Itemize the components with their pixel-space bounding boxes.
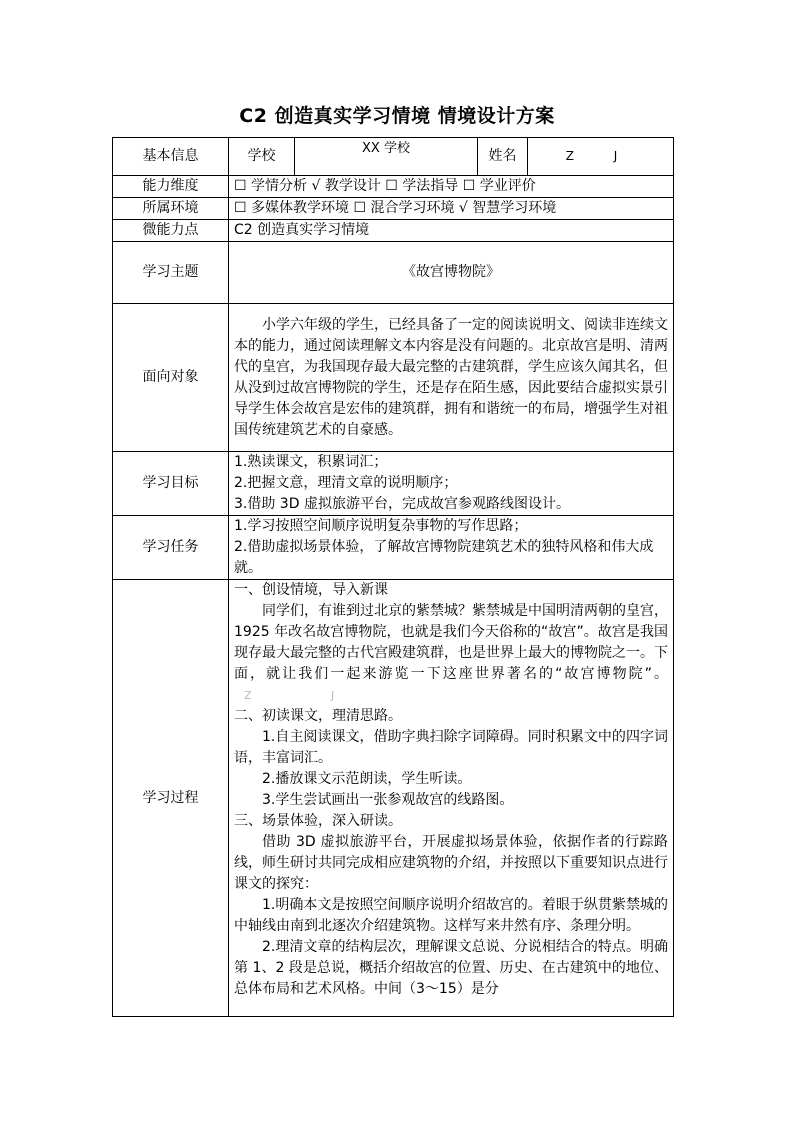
name-label: 姓名 <box>478 138 528 176</box>
theme-row <box>113 242 674 304</box>
process-intro-text: 同学们，有谁到过北京的紫禁城？紫禁城是中国明清两朝的皇宫，1925 年改名故宫博物院，也就是我们今天俗称的“故宫”。故宫是我国现存最大最完整的古代宫殿建筑群，也是世界上最大的博物院之一。下面，就让我们一起来游览一下这座世界著名的“故宫博物院”。 <box>234 603 668 682</box>
audience-text: 小学六年级的学生，已经具备了一定的阅读说明文、阅读非连续文本的能力，通过阅读理解文本内容是没有问题的。北京故宫是明、清两代的皇宫，为我国现存最大最完整的古建筑群，学生应该久闻其名，但从没到过故宫博物院的学生，还是存在陌生感，因此要结合虚拟实景引导学生体会故宫是宏伟的建筑群，拥有和谐统一的布局，增强学生对祖国传统建筑艺术的自豪感。 <box>234 316 668 438</box>
goals-row <box>113 452 674 516</box>
process-cell <box>229 580 674 1017</box>
design-form-table <box>112 137 674 1017</box>
process-step: 2.理清文章的结构层次，理解课文总说、分说相结合的特点。明确第 1、2 段是总说，概括介绍故宫的位置、历史、在古建筑中的地位、总体布局和艺术风格。中间（3～15）是分 <box>234 939 668 997</box>
ability-row <box>113 176 674 198</box>
school-label: 学校 <box>229 138 295 176</box>
name-value: Z J <box>565 149 636 163</box>
theme-label: 学习主题 <box>113 242 229 304</box>
watermark-text: Z J <box>244 689 373 702</box>
basic-info-row <box>113 138 674 176</box>
audience-label: 面向对象 <box>113 304 229 452</box>
name-value-cell <box>528 138 674 176</box>
environment-options: ☐ 多媒体教学环境 ☐ 混合学习环境 √ 智慧学习环境 <box>229 198 674 220</box>
audience-row <box>113 304 674 452</box>
environment-label: 所属环境 <box>113 198 229 220</box>
tasks-row <box>113 516 674 580</box>
task-item: 2.借助虚拟场景体验，了解故宫博物院建筑艺术的独特风格和伟大成就。 <box>234 539 654 576</box>
goal-item: 1.熟读课文，积累词汇； <box>234 454 388 470</box>
page-title: C2 创造真实学习情境 情境设计方案 <box>239 105 555 127</box>
process-heading-3: 三、场景体验，深入研读。 <box>234 813 402 829</box>
theme-value: 《故宫博物院》 <box>229 242 674 304</box>
micro-skill-row <box>113 220 674 242</box>
goals-label: 学习目标 <box>113 452 229 516</box>
ability-label: 能力维度 <box>113 176 229 198</box>
process-step: 3.学生尝试画出一张参观故宫的线路图。 <box>262 792 514 808</box>
process-scene-paragraph: 借助 3D 虚拟旅游平台，开展虚拟场景体验，依据作者的行踪路线，师生研讨共同完成相应建筑物的介绍，并按照以下重要知识点进行课文的探究： <box>234 834 668 892</box>
process-row <box>113 580 674 1017</box>
basic-info-label: 基本信息 <box>113 138 229 176</box>
goal-item: 3.借助 3D 虚拟旅游平台，完成故宫参观路线图设计。 <box>234 496 570 512</box>
school-value-cell <box>295 138 478 176</box>
school-value: XX 学校 <box>362 141 410 156</box>
micro-skill-label: 微能力点 <box>113 220 229 242</box>
environment-row <box>113 198 674 220</box>
process-label: 学习过程 <box>113 580 229 1017</box>
process-step: 1.明确本文是按照空间顺序说明介绍故宫的。着眼于纵贯紫禁城的中轴线由南到北逐次介绍建筑物。这样写来井然有序、条理分明。 <box>234 897 668 934</box>
goal-item: 2.把握文意，理清文章的说明顺序； <box>234 475 458 491</box>
goals-cell <box>229 452 674 516</box>
process-heading-1: 一、创设情境，导入新课 <box>234 582 388 598</box>
micro-skill-value: C2 创造真实学习情境 <box>229 220 674 242</box>
process-step: 1.自主阅读课文，借助字典扫除字词障碍。同时积累文中的四字词语，丰富词汇。 <box>234 729 668 766</box>
process-step: 2.播放课文示范朗读，学生听读。 <box>262 771 472 787</box>
ability-options: ☐ 学情分析 √ 教学设计 ☐ 学法指导 ☐ 学业评价 <box>229 176 674 198</box>
tasks-cell <box>229 516 674 580</box>
audience-cell <box>229 304 674 452</box>
process-intro-paragraph <box>234 601 668 706</box>
tasks-label: 学习任务 <box>113 516 229 580</box>
task-item: 1.学习按照空间顺序说明复杂事物的写作思路； <box>234 518 528 534</box>
process-heading-2: 二、初读课文，理清思路。 <box>234 708 402 724</box>
